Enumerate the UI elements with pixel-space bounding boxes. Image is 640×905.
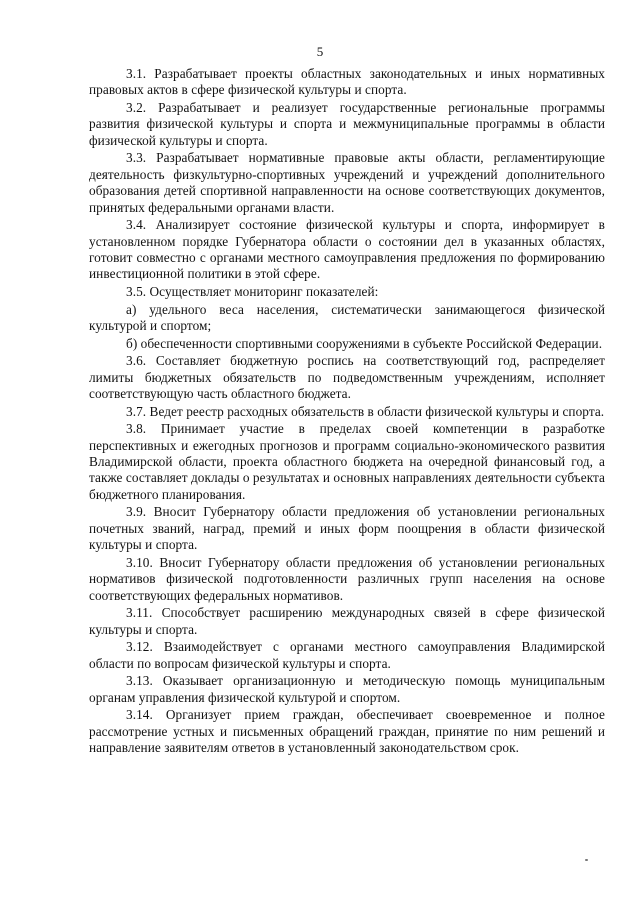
paragraph-3-1: 3.1. Разрабатывает проекты областных законодательных и иных нормативных правовых актов в сфере физической культуры и спорта. — [89, 66, 605, 98]
paragraph-3-2: 3.2. Разрабатывает и реализует государственные региональные программы развития физической культуры и спорта и межмуниципальные программы в области физической культуры и спорта. — [89, 100, 605, 148]
page-number: 5 — [316, 44, 324, 59]
paragraph-3-7: 3.7. Ведет реестр расходных обязательств в области физической культуры и спорта. — [126, 403, 605, 419]
paragraph-3-9: 3.9. Вносит Губернатору области предложения об установлении региональных почетных званий, наград, премий и иных форм поощрения в области физической культуры и спорта. — [89, 504, 605, 553]
paragraph-3-6: 3.6. Составляет бюджетную роспись на соответствующий год, распределяет лимиты бюджетных обязательств по подведомственным учреждениям, исполняет соответствующую часть областного бюджета. — [89, 353, 605, 402]
scan-speck — [585, 859, 588, 861]
paragraph-3-11: 3.11. Способствует расширению международных связей в сфере физической культуры и спорта. — [89, 605, 605, 637]
paragraph-3-10: 3.10. Вносит Губернатору области предложения об установлении региональных нормативов физической подготовленности различных групп населения на основе соответствующих федеральных нормативов. — [89, 554, 605, 603]
paragraph-3-8: 3.8. Принимает участие в пределах своей компетенции в разработке перспективных и ежегодных прогнозов и программ социально-экономического развития Владимирской области, проекта областного бюджета на очередной финансовый год, а также составляет доклады о результатах и основных направлениях деятельности субъекта бюджетного планирования. — [89, 421, 605, 502]
paragraph-3-14: 3.14. Организует прием граждан, обеспечивает своевременное и полное рассмотрение устных и письменных обращений граждан, принятие по ним решений и направление заявителям ответов в установленный законодательством срок. — [89, 707, 605, 756]
document-body — [89, 66, 605, 756]
paragraph-3-3: 3.3. Разрабатывает нормативные правовые акты области, регламентирующие деятельность физкультурно-спортивных учреждений и учреждений дополнительного образования детей спортивной направленности на основе соответствующих документов, принятых федеральными органами власти. — [89, 150, 605, 215]
paragraph-3-5: 3.5. Осуществляет мониторинг показателей: — [126, 284, 379, 300]
paragraph-3-4: 3.4. Анализирует состояние физической культуры и спорта, информирует в установленном порядке Губернатора области о состоянии дел в указанных областях, готовит совместно с органами местного самоуправления предложения по формированию инвестиционной политики в этой сфере. — [89, 217, 605, 282]
paragraph-3-5-b: б) обеспеченности спортивными сооружениями в субъекте Российской Федерации. — [126, 335, 603, 351]
paragraph-3-5-a: а) удельного веса населения, систематически занимающегося физической культурой и спортом; — [89, 301, 605, 334]
paragraph-3-13: 3.13. Оказывает организационную и методическую помощь муниципальным органам управления физической культурой и спортом. — [89, 673, 605, 705]
paragraph-3-12: 3.12. Взаимодействует с органами местного самоуправления Владимирской области по вопросам физической культуры и спорта. — [89, 639, 605, 671]
